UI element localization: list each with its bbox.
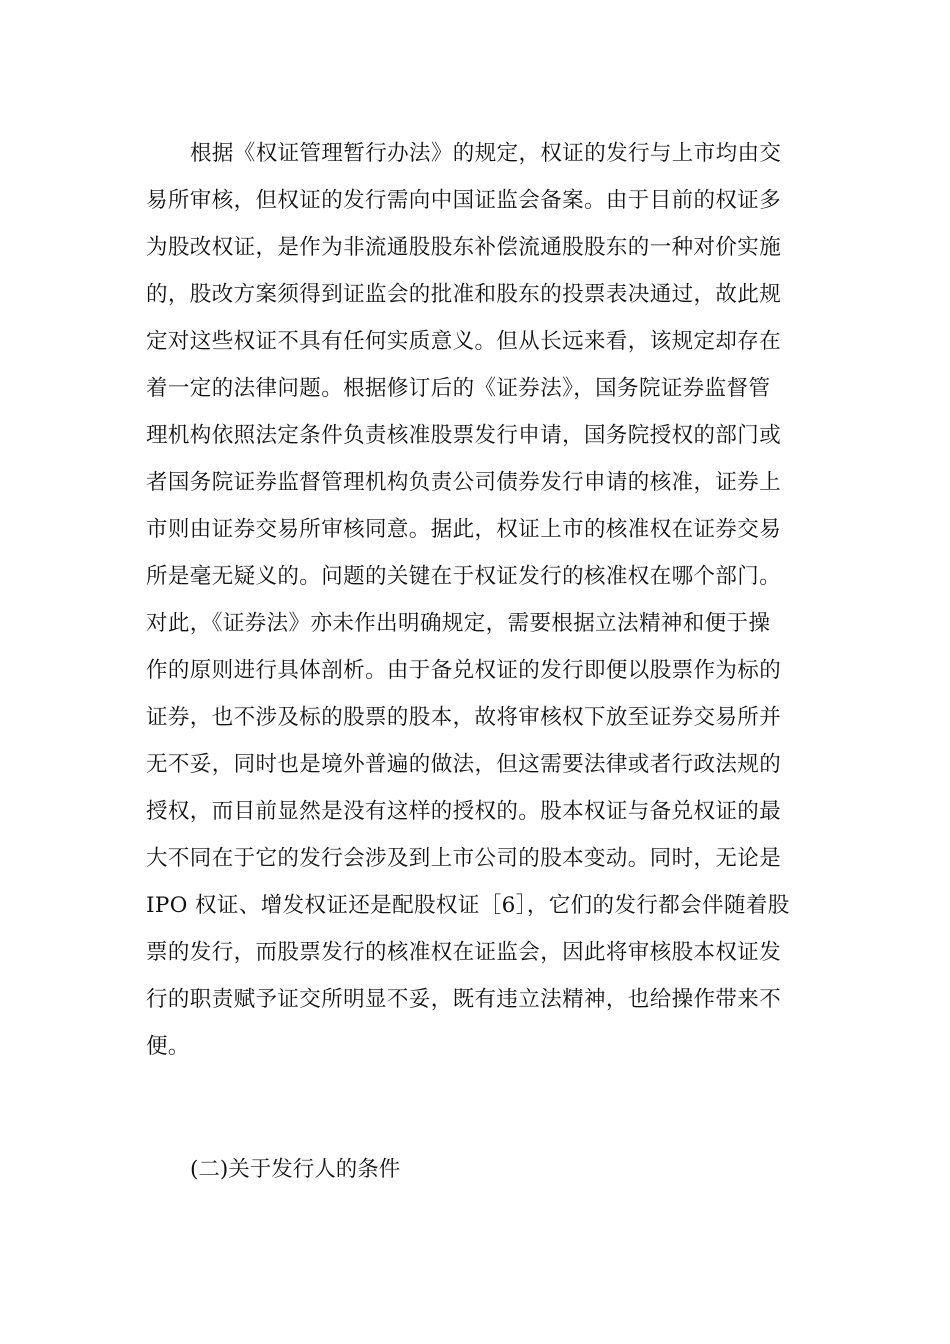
paragraph-line: 大不同在于它的发行会涉及到上市公司的股本变动。同时，无论是 [146,846,782,871]
paragraph-line: 为股改权证，是作为非流通股股东补偿流通股股东的一种对价实施 [146,235,782,260]
paragraph-line: 定对这些权证不具有任何实质意义。但从长远来看，该规定却存在 [146,329,782,354]
paragraph-line: 无不妥，同时也是境外普遍的做法，但这需要法律或者行政法规的 [146,752,782,777]
paragraph-line: 理机构依照法定条件负责核准股票发行申请，国务院授权的部门或 [146,423,782,448]
paragraph-line: 便。 [146,1034,190,1059]
paragraph-line: 票的发行，而股票发行的核准权在证监会，因此将审核股本权证发 [146,940,782,965]
paragraph-line: IPO 权证、增发权证还是配股权证［6］，它们的发行都会伴随着股 [146,893,790,918]
paragraph-line: 根据《权证管理暂行办法》的规定，权证的发行与上市均由交 [190,141,782,166]
body-paragraph [146,130,806,1070]
paragraph-line: 证券，也不涉及标的股票的股本，故将审核权下放至证券交易所并 [146,705,782,730]
paragraph-line: 的，股改方案须得到证监会的批准和股东的投票表决通过，故此规 [146,282,782,307]
paragraph-line: 者国务院证券监督管理机构负责公司债券发行申请的核准，证券上 [146,470,782,495]
section-heading: (二)关于发行人的条件 [190,1157,401,1182]
paragraph-line: 市则由证券交易所审核同意。据此，权证上市的核准权在证券交易 [146,517,782,542]
paragraph-line: 授权，而目前显然是没有这样的授权的。股本权证与备兑权证的最 [146,799,782,824]
paragraph-line: 行的职责赋予证交所明显不妥，既有违立法精神，也给操作带来不 [146,987,782,1012]
paragraph-line: 着一定的法律问题。根据修订后的《证券法》，国务院证券监督管 [146,376,771,401]
paragraph-line: 易所审核，但权证的发行需向中国证监会备案。由于目前的权证多 [146,188,782,213]
paragraph-line: 作的原则进行具体剖析。由于备兑权证的发行即便以股票作为标的 [146,658,782,683]
paragraph-line: 对此，《证券法》亦未作出明确规定，需要根据立法精神和便于操 [146,611,771,636]
paragraph-line: 所是毫无疑义的。问题的关键在于权证发行的核准权在哪个部门。 [146,564,782,589]
